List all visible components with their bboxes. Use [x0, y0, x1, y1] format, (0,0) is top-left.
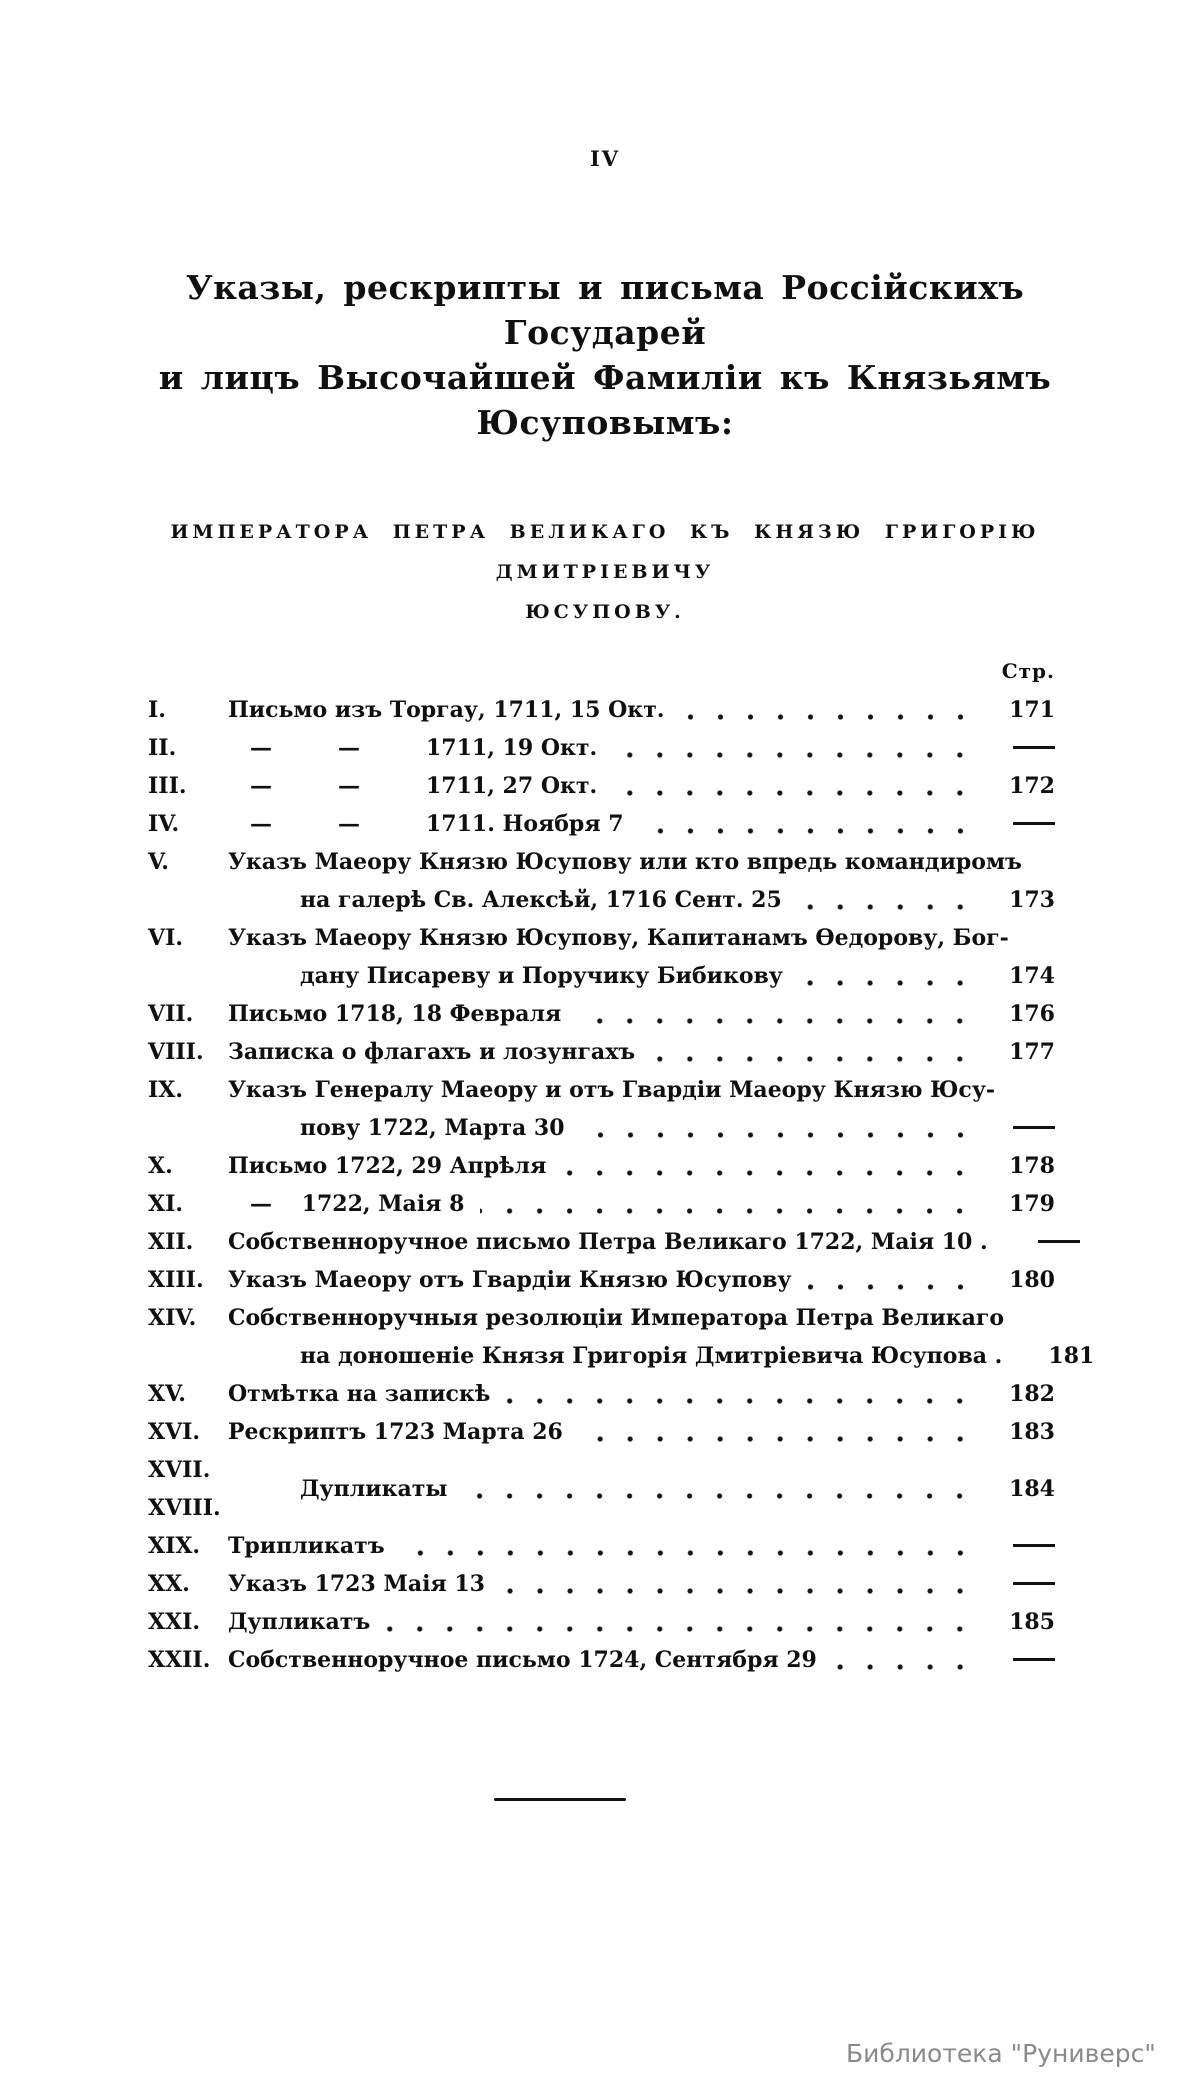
toc-entry-text: Собственноручное письмо 1724, Сентября 29	[228, 1647, 817, 1673]
toc-entry-lines	[228, 1223, 1055, 1261]
toc-entry	[148, 919, 1055, 995]
toc-entry-text: Письмо 1718, 18 Февраля	[228, 1001, 562, 1027]
toc-entry-text: Указъ 1723 Маія 13	[228, 1571, 485, 1597]
toc-entry-line	[228, 805, 1055, 843]
toc-entry-text: Письмо 1722, 29 Апрѣля	[228, 1153, 547, 1179]
toc-entry-lines	[228, 1299, 1095, 1375]
title-line-2: и лицъ Высочайшей Фамиліи къ Князьямъ	[158, 358, 1052, 397]
toc-entry-numeral	[148, 1413, 228, 1451]
toc-entry	[148, 805, 1055, 843]
section-heading-line-2: ЮСУПОВУ.	[525, 601, 685, 623]
toc-entry	[148, 1147, 1055, 1185]
toc-entry-lines	[228, 1641, 1055, 1679]
toc-entry-line	[228, 767, 1055, 805]
toc-entry-line	[228, 1413, 1055, 1451]
toc-entry-numeral	[148, 1375, 228, 1413]
toc-entry-numeral	[148, 1223, 228, 1261]
toc-entry-text: — — 1711, 27 Окт.	[228, 773, 598, 799]
dot-leader	[577, 1016, 987, 1026]
toc-entry-text: Указъ Маеору отъ Гвардіи Князю Юсупову	[228, 1267, 792, 1293]
toc-entry	[148, 691, 1055, 729]
toc-entry-line	[228, 729, 1055, 767]
toc-page-number	[997, 1565, 1055, 1603]
toc-entry-list	[148, 691, 1095, 1679]
toc-entry-lines	[228, 767, 1055, 805]
roman-numeral: XXI.	[148, 1609, 201, 1635]
dot-leader	[480, 1206, 987, 1216]
roman-numeral: VII.	[148, 1001, 194, 1027]
roman-numeral: XXII.	[148, 1647, 211, 1673]
toc-entry	[148, 1299, 1095, 1375]
toc-page-number	[997, 1109, 1055, 1147]
toc-entry-numeral	[148, 691, 228, 729]
toc-entry-numeral	[148, 1071, 228, 1147]
toc-page-number	[997, 1527, 1055, 1565]
dot-leader	[1004, 1244, 1012, 1254]
toc-entry-lines	[228, 1375, 1055, 1413]
toc-entry-line	[228, 1337, 1095, 1375]
toc-page-number: 178	[1009, 1153, 1055, 1179]
toc-entry-text: Дупликаты	[300, 1476, 448, 1502]
roman-numeral: XII.	[148, 1229, 194, 1255]
toc-entry-lines	[228, 1565, 1055, 1603]
toc-page-number: 183	[1009, 1419, 1055, 1445]
toc-entry-lines	[228, 1185, 1055, 1223]
toc-entry-numeral	[148, 805, 228, 843]
toc-entry-numeral	[148, 767, 228, 805]
dot-leader	[386, 1624, 987, 1634]
toc-entry-numeral	[148, 1451, 228, 1527]
title-line-3: Юсуповымъ:	[476, 403, 734, 442]
dot-leader	[798, 902, 987, 912]
toc-page-number	[1022, 1223, 1080, 1261]
toc-page-number: 173	[1009, 887, 1055, 913]
toc-entry-numeral	[148, 1565, 228, 1603]
toc-entry	[148, 1413, 1055, 1451]
toc-entry-lines	[228, 1261, 1055, 1299]
toc-page-number: 180	[1009, 1267, 1055, 1293]
roman-numeral: XI.	[148, 1191, 184, 1217]
roman-numeral: IX.	[148, 1077, 184, 1103]
toc-entry-text: — 1722, Маія 8	[228, 1191, 465, 1217]
toc-entry-line	[228, 1261, 1055, 1299]
toc-page-number	[997, 805, 1055, 843]
toc-entry-numeral	[148, 919, 228, 995]
toc-entry	[148, 1223, 1055, 1261]
roman-numeral: IV.	[148, 811, 180, 837]
toc-entry-line	[228, 1033, 1055, 1071]
toc-entry	[148, 1451, 1055, 1527]
dot-leader	[681, 712, 988, 722]
toc-entry	[148, 995, 1055, 1033]
dot-leader	[833, 1662, 987, 1672]
toc-page-number: 177	[1009, 1039, 1055, 1065]
toc-page-number: 176	[1009, 1001, 1055, 1027]
divider-rule	[494, 1798, 626, 1801]
toc-entry-numeral	[148, 843, 228, 919]
toc-page-number: 181	[1048, 1343, 1095, 1369]
roman-numeral: XIV.	[148, 1305, 197, 1331]
toc-entry-line	[228, 843, 1055, 881]
toc-entry-lines	[228, 1527, 1055, 1565]
toc-entry-line	[228, 957, 1055, 995]
toc-entry-line	[228, 1071, 1055, 1109]
dot-leader	[581, 1130, 987, 1140]
roman-numeral: XV.	[148, 1381, 186, 1407]
toc-entry	[148, 1033, 1055, 1071]
toc-page-number: 184	[1009, 1476, 1055, 1502]
toc-entry	[148, 1641, 1055, 1679]
roman-numeral: VIII.	[148, 1039, 204, 1065]
dot-leader	[401, 1548, 987, 1558]
toc-entry-line	[228, 995, 1055, 1033]
toc-entry-line	[228, 1147, 1055, 1185]
toc-entry-text: Указъ Маеору Князю Юсупову или кто впредь командиромъ	[228, 849, 1022, 875]
roman-numeral: VI.	[148, 925, 184, 951]
toc-entry	[148, 1185, 1055, 1223]
toc-entry-text: Собственноручное письмо Петра Великаго 1722, Маія 10 .	[228, 1229, 988, 1255]
toc-entry-numeral	[148, 1527, 228, 1565]
toc-entry-numeral	[148, 995, 228, 1033]
toc-page-number: 172	[1009, 773, 1055, 799]
roman-numeral: XVIII.	[148, 1495, 221, 1521]
toc-entry-lines	[228, 1603, 1055, 1641]
table-of-contents	[148, 659, 1095, 1679]
toc-entry-text: Трипликатъ	[228, 1533, 385, 1559]
toc-entry-numeral	[148, 1033, 228, 1071]
toc-entry-text: Собственноручныя резолюціи Императора Петра Великаго	[228, 1305, 1005, 1331]
toc-page-number: 174	[1009, 963, 1055, 989]
toc-entry-lines	[228, 1147, 1055, 1185]
section-heading-line-1: ИМПЕРАТОРА ПЕТРА ВЕЛИКАГО КЪ КНЯЗЮ ГРИГОРІЮ ДМИТРІЕВИЧУ	[170, 521, 1040, 583]
roman-numeral: XVII.	[148, 1457, 211, 1483]
toc-entry-line	[228, 1185, 1055, 1223]
folio-number: IV	[589, 146, 621, 171]
toc-entry	[148, 1071, 1055, 1147]
toc-entry-text: Записка о флагахъ и лозунгахъ	[228, 1039, 636, 1065]
dot-leader	[463, 1491, 987, 1501]
section-heading	[125, 512, 1085, 632]
toc-entry-line	[228, 919, 1055, 957]
toc-entry-line	[228, 1565, 1055, 1603]
roman-numeral: XIX.	[148, 1533, 201, 1559]
toc-entry-numeral	[148, 729, 228, 767]
roman-numeral: X.	[148, 1153, 173, 1179]
toc-entry	[148, 1261, 1055, 1299]
dot-leader	[799, 978, 987, 988]
toc-entry-line	[228, 881, 1055, 919]
dot-leader	[1018, 1358, 1026, 1368]
toc-entry-lines	[228, 729, 1055, 767]
toc-entry-text: на галерѣ Св. Алексѣй, 1716 Сент. 25	[300, 887, 782, 913]
toc-entry-text: Указъ Маеору Князю Юсупову, Капитанамъ Ѳедорову, Бог-	[228, 925, 1009, 951]
toc-entry-numeral	[148, 1603, 228, 1641]
toc-entry-text: пову 1722, Марта 30	[300, 1115, 565, 1141]
roman-numeral: XVI.	[148, 1419, 201, 1445]
toc-entry-text: — — 1711. Ноября 7	[228, 811, 624, 837]
library-watermark: Библиотека "Руниверс"	[846, 2039, 1156, 2068]
roman-numeral: II.	[148, 735, 177, 761]
dot-leader	[808, 1282, 988, 1292]
toc-entry-text: Дупликатъ	[228, 1609, 371, 1635]
toc-entry-text: Отмѣтка на запискѣ	[228, 1381, 491, 1407]
dot-leader	[562, 1168, 987, 1178]
dot-leader	[501, 1586, 987, 1596]
toc-entry-line	[228, 1109, 1055, 1147]
toc-entry	[148, 843, 1055, 919]
toc-page-number: 171	[1009, 697, 1055, 723]
toc-entry-lines	[228, 995, 1055, 1033]
toc-entry-text: — — 1711, 19 Окт.	[228, 735, 598, 761]
toc-entry-text: Указъ Генералу Маеору и отъ Гвардіи Маеору Князю Юсу-	[228, 1077, 996, 1103]
toc-entry-text: Письмо изъ Торгау, 1711, 15 Окт.	[228, 697, 665, 723]
toc-entry	[148, 767, 1055, 805]
toc-entry	[148, 1565, 1055, 1603]
toc-entry-line	[228, 1527, 1055, 1565]
roman-numeral: XX.	[148, 1571, 190, 1597]
toc-entry-lines	[228, 843, 1055, 919]
toc-entry-line	[228, 691, 1055, 729]
page-column-header: Стр.	[1001, 659, 1055, 683]
toc-entry-lines	[228, 1451, 1055, 1527]
toc-entry-line	[228, 1223, 1055, 1261]
page-header	[125, 146, 1085, 632]
toc-entry-text: дану Писареву и Поручику Бибикову	[300, 963, 783, 989]
toc-entry-numeral	[148, 1261, 228, 1299]
toc-entry-line	[228, 1641, 1055, 1679]
roman-numeral: I.	[148, 697, 166, 723]
dot-leader	[640, 826, 987, 836]
toc-entry	[148, 1527, 1055, 1565]
toc-page-number: 182	[1009, 1381, 1055, 1407]
toc-entry	[148, 729, 1055, 767]
toc-entry-text: Рескриптъ 1723 Марта 26	[228, 1419, 563, 1445]
title-line-1: Указы, рескрипты и письма Россійскихъ Государей	[185, 268, 1025, 352]
toc-page-number: 185	[1009, 1609, 1055, 1635]
toc-entry-numeral	[148, 1299, 228, 1375]
toc-entry-line	[228, 1375, 1055, 1413]
toc-entry-lines	[228, 805, 1055, 843]
dot-leader	[613, 750, 987, 760]
toc-entry-line	[228, 1299, 1055, 1337]
toc-entry-numeral	[148, 1185, 228, 1223]
toc-entry-numeral	[148, 1641, 228, 1679]
roman-numeral: V.	[148, 849, 169, 875]
page-title	[125, 265, 1085, 445]
toc-page-number: 179	[1009, 1191, 1055, 1217]
toc-entry-line	[228, 1603, 1055, 1641]
toc-page-number	[997, 729, 1055, 767]
toc-entry-lines	[228, 1413, 1055, 1451]
toc-entry-numeral	[148, 1147, 228, 1185]
dot-leader	[613, 788, 987, 798]
toc-page-number	[997, 1641, 1055, 1679]
toc-entry	[148, 1603, 1055, 1641]
roman-numeral: III.	[148, 773, 187, 799]
dot-leader	[651, 1054, 987, 1064]
toc-entry-line	[228, 1470, 1055, 1508]
dot-leader	[506, 1396, 987, 1406]
roman-numeral: XIII.	[148, 1267, 204, 1293]
toc-entry-lines	[228, 1033, 1055, 1071]
toc-entry-lines	[228, 691, 1055, 729]
toc-entry-lines	[228, 919, 1055, 995]
dot-leader	[579, 1434, 987, 1444]
toc-entry	[148, 1375, 1055, 1413]
toc-entry-lines	[228, 1071, 1055, 1147]
toc-entry-text: на доношеніе Князя Григорія Дмитріевича Юсупова .	[300, 1343, 1003, 1369]
